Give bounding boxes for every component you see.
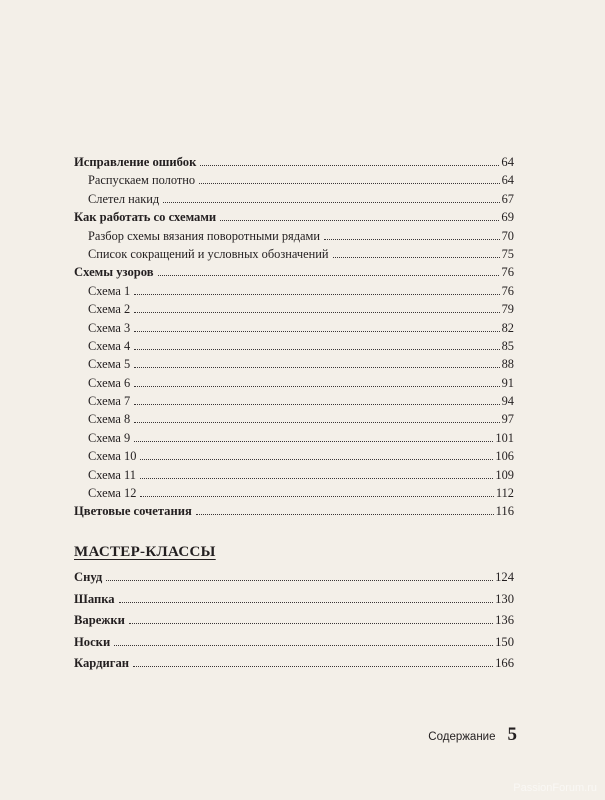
toc-entry-master-class-4[interactable] (74, 653, 514, 675)
toc-entry-title: Кардиган (74, 656, 129, 670)
toc-entry-page-number: 76 (501, 283, 514, 298)
toc-entry-title: Схема 12 (88, 486, 137, 501)
toc-entry-page-number: 94 (501, 394, 514, 409)
toc-entry-page-number: 88 (501, 357, 514, 372)
toc-entry-page-number: 116 (495, 504, 514, 519)
toc-entry-title: Схема 2 (88, 302, 131, 317)
dot-leader (114, 645, 493, 646)
toc-entry-sub-14[interactable] (74, 410, 514, 428)
toc-entry-page-number: 70 (501, 228, 514, 243)
toc-entry-page-number: 97 (501, 412, 514, 427)
toc-entry-sub-12[interactable] (74, 374, 514, 392)
toc-entry-section-19[interactable] (74, 502, 514, 520)
toc-entry-section-3[interactable] (74, 208, 514, 226)
toc-entry-page-number: 130 (495, 591, 514, 606)
section-heading-master-classes: МАСТЕР-КЛАССЫ (74, 544, 216, 560)
toc-entry-page-number: 109 (495, 467, 514, 482)
dot-leader (134, 422, 499, 423)
toc-entry-page-number: 64 (501, 155, 514, 169)
toc-entry-sub-16[interactable] (74, 447, 514, 465)
toc-entry-sub-10[interactable] (74, 337, 514, 355)
toc-entry-sub-8[interactable] (74, 300, 514, 318)
dot-leader (134, 312, 499, 313)
toc-entry-section-6[interactable] (74, 263, 514, 281)
toc-entry-title: Шапка (74, 591, 115, 606)
dot-leader (333, 257, 500, 258)
toc-entry-title: Слетел накид (88, 191, 160, 206)
dot-leader (158, 275, 500, 276)
dot-leader (200, 165, 499, 166)
master-classes-list (74, 567, 514, 675)
dot-leader (134, 367, 499, 368)
dot-leader (134, 349, 499, 350)
toc-entry-title: Схема 5 (88, 357, 131, 372)
toc-entry-page-number: 64 (501, 173, 514, 188)
toc-entry-title: Исправление ошибок (74, 155, 197, 169)
toc-entry-sub-18[interactable] (74, 484, 514, 502)
toc-entry-sub-15[interactable] (74, 429, 514, 447)
toc-entry-sub-7[interactable] (74, 282, 514, 300)
toc-entry-title: Как работать со схемами (74, 210, 217, 225)
toc-entry-title: Схема 10 (88, 449, 137, 464)
toc-entry-page-number: 75 (501, 246, 514, 261)
toc-entry-title: Схема 1 (88, 283, 131, 298)
dot-leader (134, 331, 499, 332)
toc-entry-section-0[interactable] (74, 153, 514, 171)
dot-leader (134, 386, 499, 387)
toc-entry-sub-1[interactable] (74, 171, 514, 189)
footer-label: Содержание (428, 731, 496, 743)
dot-leader (140, 478, 493, 479)
dot-leader (140, 496, 493, 497)
page-number: 5 (507, 724, 517, 745)
toc-entry-title: Список сокращений и условных обозначений (88, 246, 329, 261)
toc-entry-title: Разбор схемы вязания поворотными рядами (88, 228, 321, 243)
dot-leader (163, 202, 499, 203)
toc-entry-page-number: 67 (501, 191, 514, 206)
toc-entry-title: Схемы узоров (74, 265, 154, 280)
toc-entry-sub-4[interactable] (74, 227, 514, 245)
table-of-contents (74, 153, 514, 521)
toc-entry-sub-9[interactable] (74, 319, 514, 337)
toc-entry-page-number: 82 (501, 320, 514, 335)
toc-entry-title: Цветовые сочетания (74, 504, 192, 519)
dot-leader (129, 623, 493, 624)
dot-leader (134, 441, 493, 442)
toc-entry-title: Схема 11 (88, 467, 136, 482)
dot-leader (134, 404, 499, 405)
toc-entry-page-number: 150 (495, 634, 514, 649)
dot-leader (106, 580, 493, 581)
toc-entry-title: Снуд (74, 570, 103, 584)
toc-entry-title: Схема 3 (88, 320, 131, 335)
toc-entry-page-number: 79 (501, 302, 514, 317)
toc-entry-page-number: 69 (501, 210, 514, 225)
toc-entry-master-class-2[interactable] (74, 610, 514, 632)
toc-entry-master-class-3[interactable] (74, 632, 514, 654)
toc-entry-title: Схема 6 (88, 375, 131, 390)
toc-entry-page-number: 124 (495, 570, 514, 584)
toc-entry-title: Варежки (74, 613, 125, 627)
toc-entry-page-number: 166 (495, 656, 514, 670)
toc-entry-title: Схема 7 (88, 394, 131, 409)
toc-entry-title: Носки (74, 634, 111, 649)
toc-entry-sub-13[interactable] (74, 392, 514, 410)
toc-entry-master-class-0[interactable] (74, 567, 514, 589)
dot-leader (140, 459, 493, 460)
toc-entry-master-class-1[interactable] (74, 589, 514, 611)
watermark: PassionForum.ru (513, 782, 597, 794)
dot-leader (134, 294, 499, 295)
toc-entry-sub-2[interactable] (74, 190, 514, 208)
toc-entry-sub-17[interactable] (74, 466, 514, 484)
dot-leader (196, 514, 494, 515)
toc-entry-sub-11[interactable] (74, 355, 514, 373)
toc-entry-page-number: 76 (501, 265, 514, 280)
toc-entry-page-number: 101 (495, 430, 514, 445)
toc-entry-title: Схема 8 (88, 412, 131, 427)
toc-entry-title: Распускаем полотно (88, 173, 196, 188)
toc-entry-page-number: 106 (495, 449, 514, 464)
dot-leader (199, 183, 500, 184)
dot-leader (133, 666, 493, 667)
dot-leader (119, 602, 494, 603)
toc-entry-page-number: 91 (501, 375, 514, 390)
toc-entry-title: Схема 4 (88, 338, 131, 353)
toc-entry-page-number: 112 (495, 486, 514, 501)
toc-entry-sub-5[interactable] (74, 245, 514, 263)
toc-entry-page-number: 136 (495, 613, 514, 627)
page-footer (428, 724, 517, 746)
dot-leader (324, 239, 500, 240)
dot-leader (220, 220, 499, 221)
toc-entry-page-number: 85 (501, 338, 514, 353)
toc-entry-title: Схема 9 (88, 430, 131, 445)
